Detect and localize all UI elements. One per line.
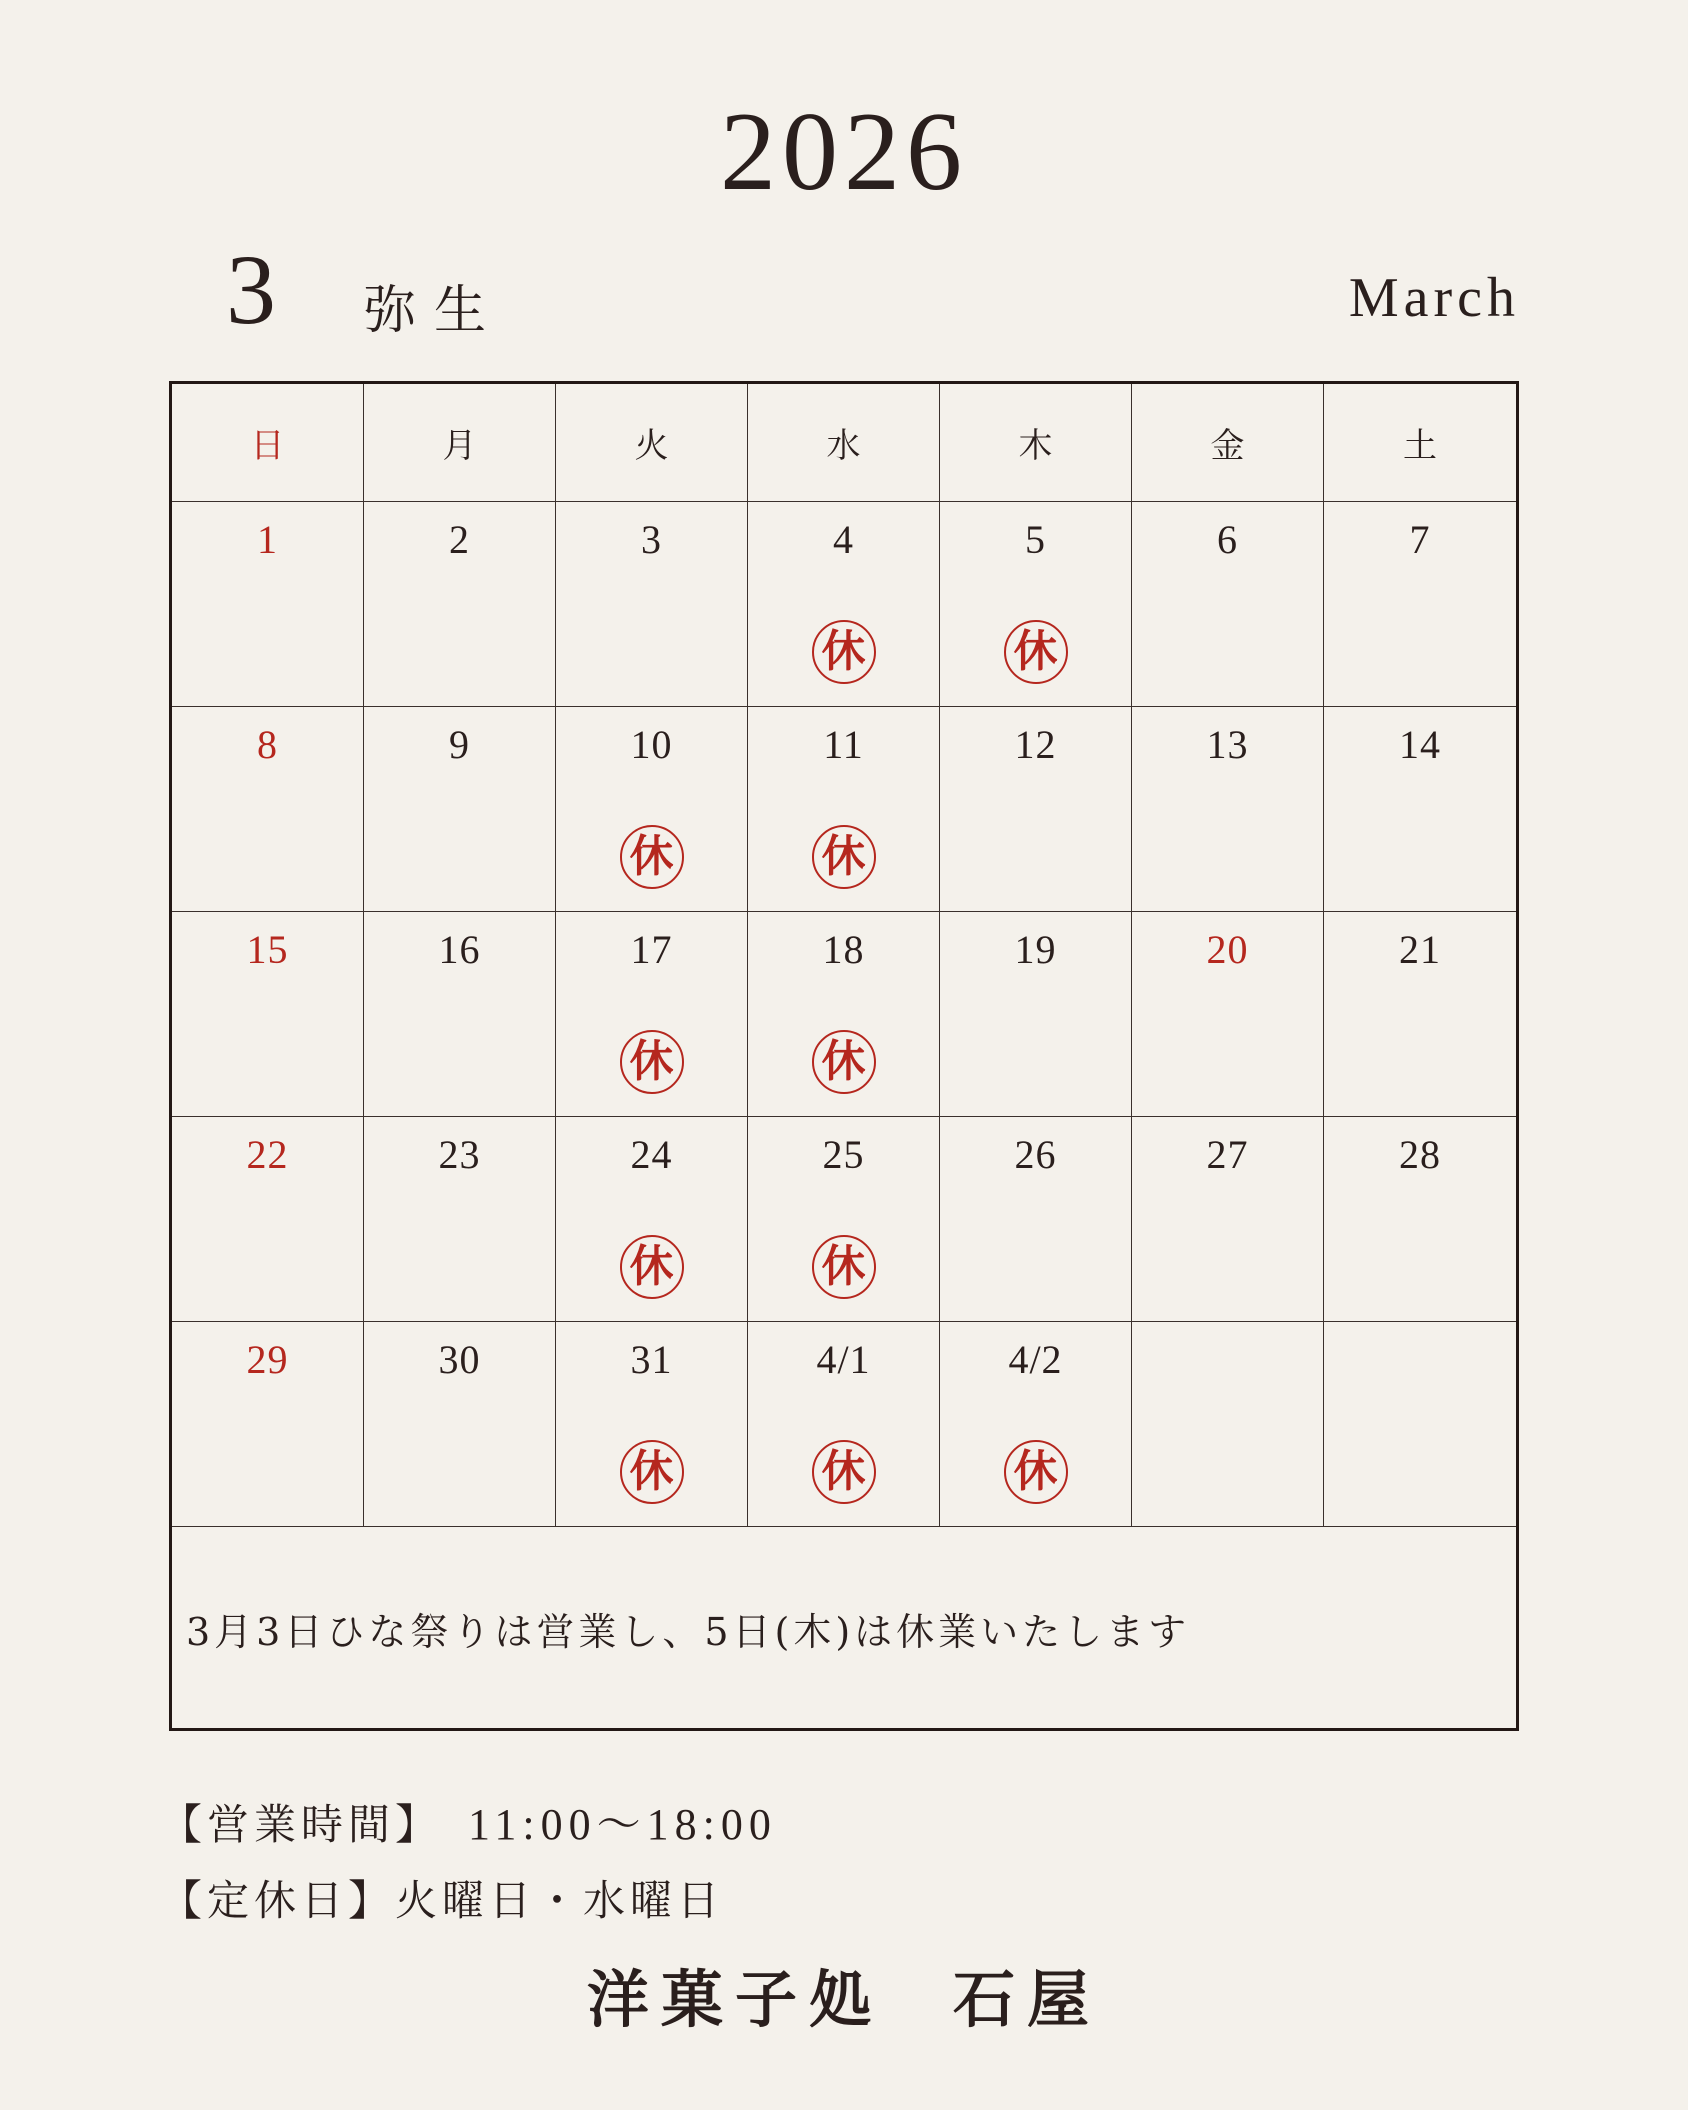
- day-number: 1: [257, 517, 278, 562]
- calendar-day-cell: [556, 1117, 748, 1322]
- calendar-day-cell: [1324, 707, 1516, 912]
- closed-day-stamp: [1004, 1440, 1068, 1504]
- calendar-day-cell: [940, 1117, 1132, 1322]
- calendar-day-cell: [172, 707, 364, 912]
- day-number: 6: [1217, 517, 1238, 562]
- weekday-header: 金: [1132, 384, 1324, 502]
- day-number: 21: [1399, 927, 1441, 972]
- month-japanese-name: 弥生: [364, 281, 505, 341]
- closed-day-mark: 休: [821, 1241, 866, 1292]
- calendar-day-cell: [172, 1322, 364, 1527]
- day-number: 8: [257, 722, 278, 767]
- closed-day-mark: 休: [629, 831, 674, 882]
- closed-day-stamp: [812, 1235, 876, 1299]
- calendar-day-cell: [1132, 502, 1324, 707]
- calendar-day-cell: [172, 502, 364, 707]
- day-number: 4/1: [816, 1337, 871, 1382]
- day-number: 23: [438, 1132, 481, 1177]
- shop-name-type: 洋菓子処: [586, 1963, 883, 2036]
- closed-day-stamp: [812, 1030, 876, 1094]
- regular-holidays-label: 【定休日】: [160, 1876, 396, 1925]
- closed-day-stamp: [620, 1440, 684, 1504]
- calendar-day-cell: [1324, 1322, 1516, 1527]
- business-hours-label: 【営業時間】: [160, 1800, 443, 1849]
- calendar-day-cell: [1132, 707, 1324, 912]
- business-hours-value: 11:00〜18:00: [468, 1800, 777, 1849]
- calendar-day-cell: [1132, 1117, 1324, 1322]
- regular-holidays-value: 火曜日・水曜日: [395, 1876, 725, 1925]
- regular-holidays: [160, 1868, 724, 1928]
- weekday-header: 月: [364, 384, 556, 502]
- day-number: 27: [1206, 1132, 1249, 1177]
- calendar-table: [169, 381, 1519, 1731]
- closed-day-mark: 休: [821, 626, 866, 677]
- calendar-day-cell: [748, 1322, 940, 1527]
- closed-day-mark: 休: [629, 1241, 674, 1292]
- day-number: 10: [630, 722, 673, 767]
- day-number: 19: [1014, 927, 1057, 972]
- day-number: 30: [438, 1337, 481, 1382]
- closed-day-mark: 休: [629, 1036, 674, 1087]
- weekday-header: 水: [748, 384, 940, 502]
- month-number: 3: [226, 234, 276, 345]
- calendar-note: 3月3日ひな祭りは営業し、5日(木)は休業いたします: [186, 1610, 1191, 1654]
- day-number: 4: [833, 517, 854, 562]
- calendar-day-cell: [364, 502, 556, 707]
- closed-day-mark: 休: [821, 831, 866, 882]
- day-number: 9: [449, 722, 470, 767]
- weekday-header: 木: [940, 384, 1132, 502]
- calendar-day-cell: [172, 912, 364, 1117]
- closed-day-stamp: [812, 1440, 876, 1504]
- day-number: 4/2: [1008, 1337, 1063, 1382]
- shop-name-main: 石屋: [953, 1963, 1102, 2036]
- year-title: 2026: [720, 90, 968, 214]
- calendar-day-cell: [364, 1117, 556, 1322]
- weekday-header: 土: [1324, 384, 1516, 502]
- day-number: 22: [246, 1132, 289, 1177]
- calendar-day-cell: [748, 502, 940, 707]
- day-number: 3: [641, 517, 662, 562]
- month-english-name: March: [1348, 267, 1520, 329]
- closed-day-stamp: [812, 825, 876, 889]
- day-number: 13: [1206, 722, 1249, 767]
- closed-day-stamp: [620, 1030, 684, 1094]
- closed-day-mark: 休: [821, 1446, 866, 1497]
- closed-day-mark: 休: [1013, 1446, 1058, 1497]
- closed-day-mark: 休: [629, 1446, 674, 1497]
- calendar-day-cell: [556, 912, 748, 1117]
- shop-name: [0, 1950, 1688, 2039]
- calendar-day-cell: [1324, 912, 1516, 1117]
- closed-day-stamp: [620, 1235, 684, 1299]
- closed-day-mark: 休: [1013, 626, 1058, 677]
- closed-day-stamp: [620, 825, 684, 889]
- day-number: 11: [823, 722, 864, 767]
- closed-day-stamp: [812, 620, 876, 684]
- calendar-day-cell: [556, 707, 748, 912]
- day-number: 29: [246, 1337, 289, 1382]
- weekday-header: 火: [556, 384, 748, 502]
- day-number: 25: [822, 1132, 865, 1177]
- day-number: 2: [449, 517, 470, 562]
- day-number: 15: [246, 927, 289, 972]
- calendar-day-cell: [748, 912, 940, 1117]
- calendar-day-cell: [1324, 1117, 1516, 1322]
- business-hours: [160, 1788, 777, 1852]
- day-number: 12: [1014, 722, 1057, 767]
- calendar-grid: [172, 384, 1516, 1527]
- day-number: 16: [438, 927, 481, 972]
- calendar-day-cell: [940, 707, 1132, 912]
- closed-day-stamp: [1004, 620, 1068, 684]
- closed-day-mark: 休: [821, 1036, 866, 1087]
- calendar-day-cell: [940, 912, 1132, 1117]
- day-number: 31: [630, 1337, 673, 1382]
- calendar-day-cell: [1132, 1322, 1324, 1527]
- day-number: 20: [1206, 927, 1249, 972]
- day-number: 24: [630, 1132, 673, 1177]
- calendar-day-cell: [1132, 912, 1324, 1117]
- calendar-day-cell: [556, 1322, 748, 1527]
- day-number: 14: [1399, 722, 1441, 767]
- day-number: 18: [822, 927, 865, 972]
- calendar-day-cell: [940, 1322, 1132, 1527]
- calendar-day-cell: [172, 1117, 364, 1322]
- weekday-header: 日: [172, 384, 364, 502]
- day-number: 7: [1409, 517, 1431, 562]
- day-number: 5: [1025, 517, 1046, 562]
- calendar-day-cell: [364, 707, 556, 912]
- calendar-day-cell: [940, 502, 1132, 707]
- calendar-day-cell: [364, 1322, 556, 1527]
- calendar-day-cell: [556, 502, 748, 707]
- day-number: 17: [630, 927, 673, 972]
- calendar-day-cell: [1324, 502, 1516, 707]
- calendar-day-cell: [748, 707, 940, 912]
- calendar-day-cell: [748, 1117, 940, 1322]
- day-number: 28: [1399, 1132, 1441, 1177]
- day-number: 26: [1014, 1132, 1057, 1177]
- calendar-day-cell: [364, 912, 556, 1117]
